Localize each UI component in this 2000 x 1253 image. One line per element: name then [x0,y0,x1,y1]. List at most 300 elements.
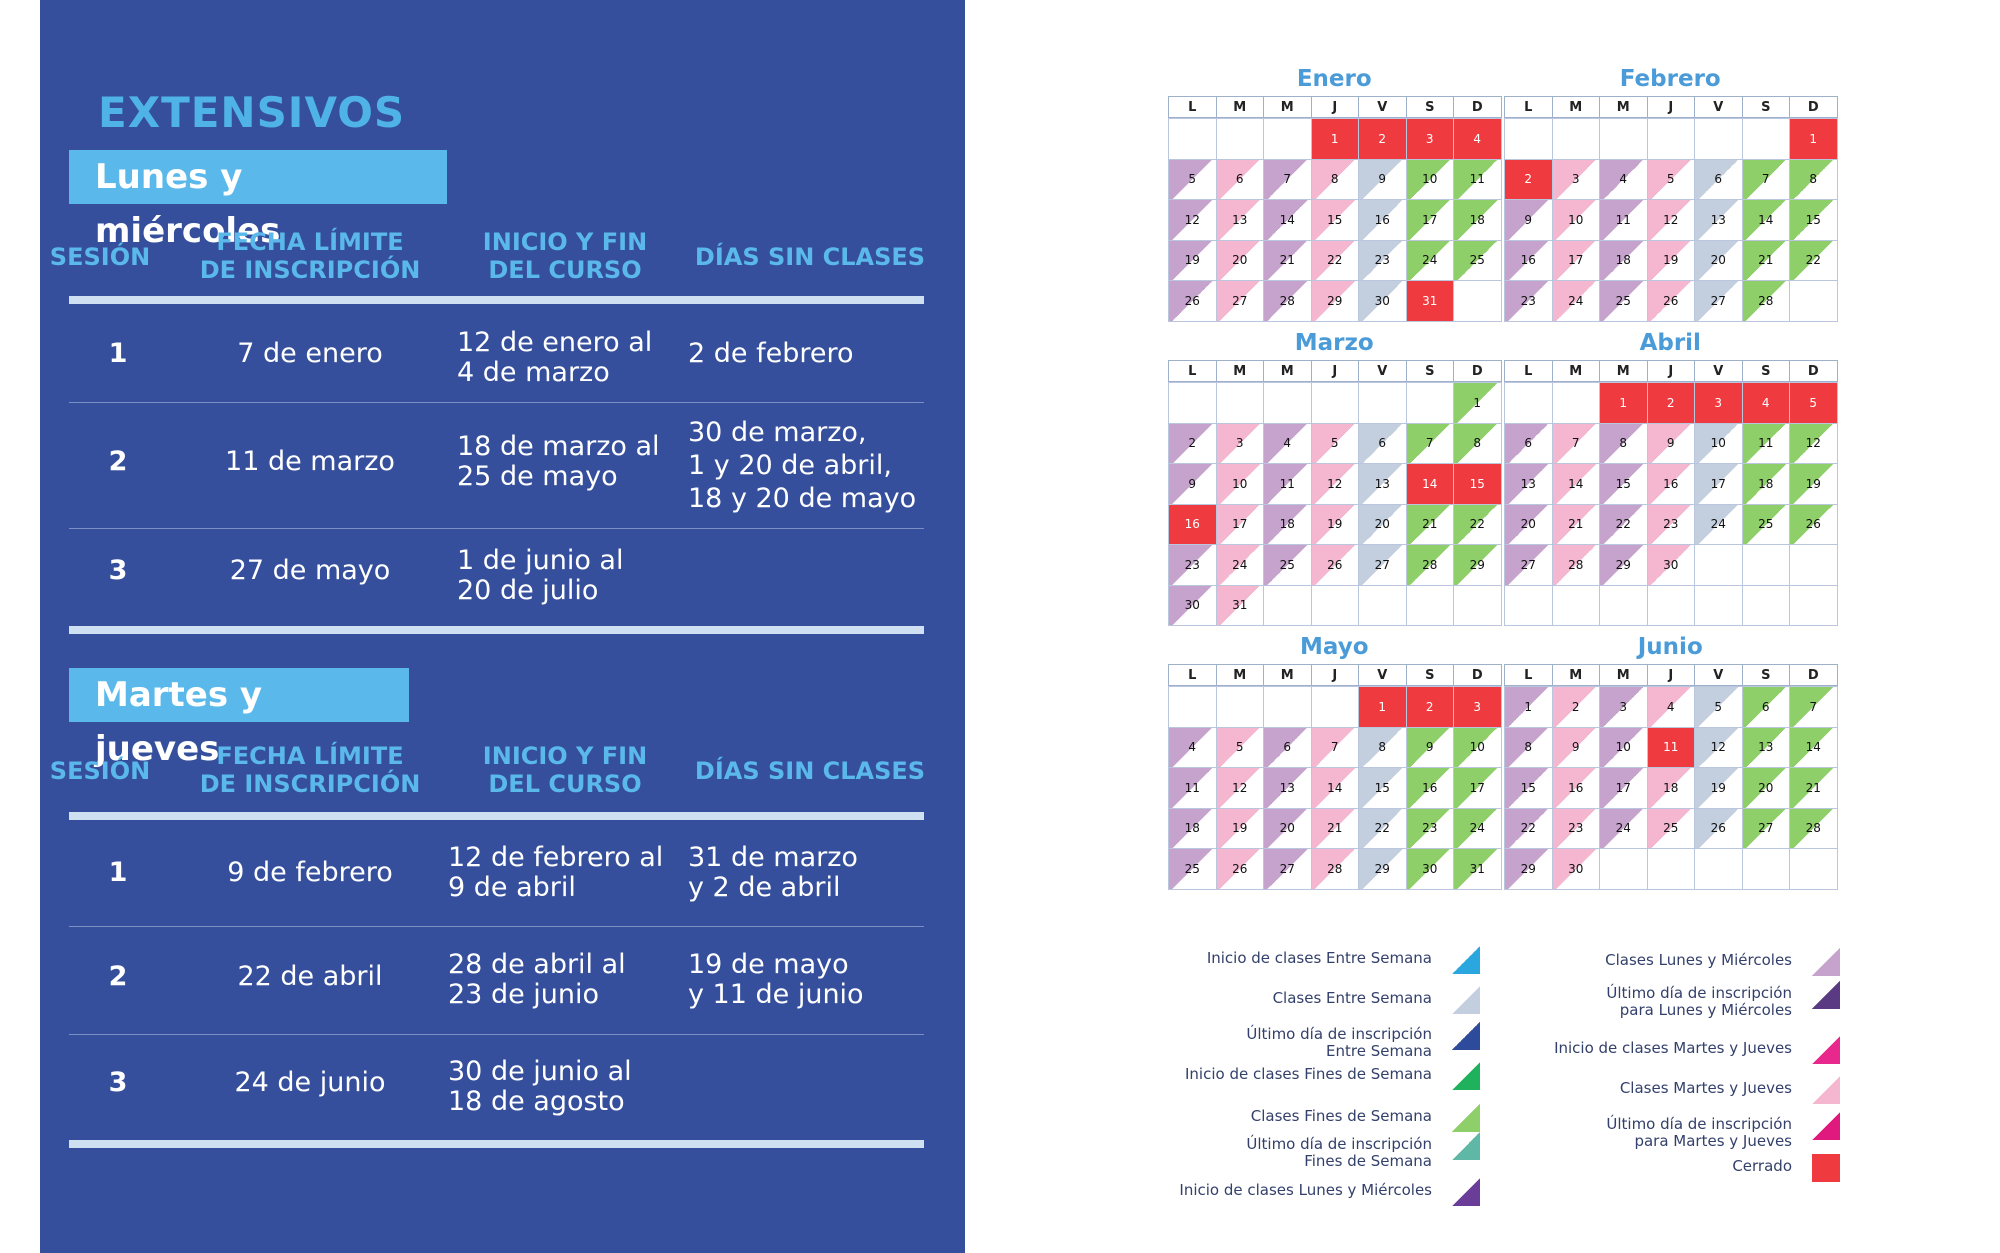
day-cell [1599,544,1648,586]
day-number: 7 [1330,740,1339,755]
day-number: 14 [1568,476,1584,491]
day-number: 20 [1710,253,1726,268]
day-number: 2 [1425,699,1434,714]
day-cell [1694,463,1743,505]
day-cell [1599,118,1648,160]
day-cell [1453,808,1502,850]
legend-label: Inicio de clases Lunes y Miércoles [1179,1181,1432,1199]
weekday-header: S [1406,96,1455,118]
day-number: 19 [1327,517,1343,532]
day-number: 8 [1809,172,1818,187]
day-cell [1694,808,1743,850]
day-number: 29 [1327,293,1343,308]
day-cell [1789,280,1838,322]
day-number: 27 [1710,293,1726,308]
day-number: 4 [1619,172,1628,187]
day-number: 14 [1422,476,1438,491]
weekday-header: V [1694,664,1743,686]
day-number: 15 [1520,780,1536,795]
weekday-header: S [1742,360,1791,382]
day-cell [1694,423,1743,465]
weekday-header: D [1789,360,1838,382]
legend-swatch-icon [1452,1104,1480,1132]
day-cell [1789,423,1838,465]
legend-label: Último día de inscripción para Martes y Jueves [1606,1115,1792,1150]
day-cell [1168,280,1217,322]
day-cell [1311,240,1360,282]
day-number: 23 [1374,253,1390,268]
month-name: Febrero [1619,66,1721,92]
header-sesion: SESIÓN [49,757,151,785]
day-number: 10 [1422,172,1438,187]
day-cell [1552,240,1601,282]
weekday-header: S [1742,96,1791,118]
day-number: 24 [1232,557,1248,572]
legend-label: Inicio de clases Martes y Jueves [1554,1039,1792,1057]
day-cell [1311,544,1360,586]
day-number: 16 [1520,253,1536,268]
day-number: 12 [1663,212,1679,227]
day-number: 13 [1710,212,1726,227]
day-number: 11 [1469,172,1485,187]
day-cell [1647,423,1696,465]
day-cell [1406,544,1455,586]
day-cell [1168,544,1217,586]
weekday-header: D [1789,664,1838,686]
day-number: 21 [1327,821,1343,836]
day-number: 28 [1805,821,1821,836]
day-cell [1504,463,1553,505]
day-cell [1742,727,1791,769]
day-number: 23 [1663,517,1679,532]
day-number: 2 [1188,436,1197,451]
day-number: 29 [1469,557,1485,572]
day-number: 18 [1615,253,1631,268]
day-number: 30 [1663,557,1679,572]
day-number: 5 [1809,395,1818,410]
day-cell [1406,585,1455,627]
day-number: 14 [1279,212,1295,227]
weekday-header: D [1453,360,1502,382]
day-number: 9 [1425,740,1434,755]
weekday-header: M [1552,360,1601,382]
sesion-number: 2 [108,961,128,992]
day-number: 21 [1758,253,1774,268]
sesion-number: 3 [108,1067,128,1098]
row-divider [69,1034,924,1035]
day-cell [1552,727,1601,769]
day-number: 3 [1473,699,1482,714]
day-cell [1358,727,1407,769]
legend-swatch-icon [1452,1022,1480,1050]
day-cell [1789,240,1838,282]
weekday-header: M [1216,96,1265,118]
legend-swatch-icon [1452,1062,1480,1090]
calendar [1168,66,1840,898]
day-number: 15 [1327,212,1343,227]
day-number: 9 [1378,172,1387,187]
day-cell [1453,504,1502,546]
fecha-limite: 7 de enero [237,338,383,369]
day-number: 17 [1422,212,1438,227]
day-cell [1216,585,1265,627]
fecha-limite: 24 de junio [234,1067,386,1098]
weekday-header: V [1358,96,1407,118]
day-number: 26 [1710,821,1726,836]
day-cell [1406,159,1455,201]
day-number: 28 [1327,861,1343,876]
day-cell [1647,118,1696,160]
day-cell [1216,686,1265,728]
day-number: 14 [1805,740,1821,755]
header-inicio: INICIO Y FIN DEL CURSO [482,228,648,284]
day-number: 12 [1805,436,1821,451]
legend-label: Cerrado [1732,1157,1792,1175]
day-number: 7 [1425,436,1434,451]
day-number: 16 [1663,476,1679,491]
day-number: 9 [1571,740,1580,755]
day-cell [1599,280,1648,322]
day-number: 13 [1374,476,1390,491]
day-number: 12 [1184,212,1200,227]
day-number: 7 [1761,172,1770,187]
legend-swatch-icon [1812,1036,1840,1064]
legend-label: Último día de inscripción para Lunes y Miércoles [1606,984,1792,1019]
day-cell [1168,504,1217,546]
day-number: 8 [1378,740,1387,755]
day-cell [1599,240,1648,282]
day-cell [1694,199,1743,241]
day-cell [1216,463,1265,505]
day-number: 16 [1374,212,1390,227]
day-cell [1552,686,1601,728]
day-number: 8 [1330,172,1339,187]
day-number: 11 [1615,212,1631,227]
day-number: 3 [1619,699,1628,714]
day-cell [1599,159,1648,201]
day-cell [1263,240,1312,282]
day-number: 7 [1571,436,1580,451]
day-cell [1599,504,1648,546]
day-cell [1263,199,1312,241]
day-number: 14 [1758,212,1774,227]
day-cell [1504,767,1553,809]
day-cell [1453,848,1502,890]
day-cell [1453,240,1502,282]
legend-swatch-icon [1812,1112,1840,1140]
day-cell [1263,159,1312,201]
day-number: 3 [1571,172,1580,187]
day-cell [1358,767,1407,809]
day-cell [1599,463,1648,505]
day-cell [1552,199,1601,241]
sesion-number: 1 [108,857,128,888]
header-fecha: FECHA LÍMITE DE INSCRIPCIÓN [199,228,421,284]
day-cell [1694,280,1743,322]
weekday-header: M [1216,664,1265,686]
day-cell [1358,808,1407,850]
day-number: 5 [1330,436,1339,451]
day-cell [1504,280,1553,322]
day-cell [1742,808,1791,850]
day-cell [1694,848,1743,890]
day-cell [1789,848,1838,890]
day-number: 22 [1469,517,1485,532]
day-number: 30 [1184,598,1200,613]
day-number: 9 [1524,212,1533,227]
day-number: 15 [1805,212,1821,227]
day-number: 30 [1568,861,1584,876]
day-number: 2 [1524,172,1533,187]
day-number: 26 [1663,293,1679,308]
day-number: 13 [1279,780,1295,795]
dias-sin-clases: 19 de mayo y 11 de junio [688,949,864,1010]
day-number: 29 [1615,557,1631,572]
day-number: 20 [1758,780,1774,795]
day-cell [1168,686,1217,728]
legend-label: Clases Lunes y Miércoles [1605,951,1792,969]
day-number: 28 [1758,293,1774,308]
day-cell [1216,118,1265,160]
day-number: 2 [1571,699,1580,714]
day-number: 5 [1188,172,1197,187]
day-number: 1 [1473,395,1482,410]
day-cell [1216,544,1265,586]
legend-swatch-icon [1452,1132,1480,1160]
day-cell [1647,280,1696,322]
day-cell [1552,118,1601,160]
day-cell [1647,159,1696,201]
day-number: 31 [1422,293,1438,308]
day-number: 5 [1714,699,1723,714]
day-cell [1599,686,1648,728]
day-cell [1263,848,1312,890]
day-number: 11 [1663,740,1679,755]
day-number: 15 [1469,476,1485,491]
day-cell [1453,199,1502,241]
day-number: 17 [1469,780,1485,795]
day-cell [1647,463,1696,505]
day-cell [1789,808,1838,850]
day-number: 28 [1422,557,1438,572]
day-cell [1311,199,1360,241]
day-cell [1263,808,1312,850]
weekday-header: M [1216,360,1265,382]
day-number: 9 [1188,476,1197,491]
day-number: 28 [1279,293,1295,308]
day-cell [1406,808,1455,850]
day-cell [1694,727,1743,769]
day-number: 17 [1568,253,1584,268]
day-cell [1504,848,1553,890]
day-number: 11 [1279,476,1295,491]
day-cell [1742,423,1791,465]
day-cell [1311,423,1360,465]
day-number: 25 [1615,293,1631,308]
day-cell [1647,686,1696,728]
day-number: 17 [1615,780,1631,795]
day-number: 27 [1279,861,1295,876]
legend-swatch-icon [1452,1178,1480,1206]
day-cell [1552,382,1601,424]
day-cell [1168,423,1217,465]
legend-swatch-icon [1812,981,1840,1009]
day-cell [1168,463,1217,505]
day-cell [1742,463,1791,505]
legend-label: Inicio de clases Fines de Semana [1184,1065,1432,1083]
day-number: 27 [1232,293,1248,308]
day-number: 26 [1232,861,1248,876]
day-cell [1742,544,1791,586]
day-number: 21 [1568,517,1584,532]
day-number: 24 [1422,253,1438,268]
day-number: 13 [1232,212,1248,227]
day-cell [1216,767,1265,809]
inicio-fin: 18 de marzo al 25 de mayo [457,431,660,492]
day-cell [1647,199,1696,241]
weekday-header: L [1168,664,1217,686]
day-number: 1 [1619,395,1628,410]
day-number: 25 [1184,861,1200,876]
day-number: 14 [1327,780,1343,795]
day-cell [1504,118,1553,160]
weekday-header: L [1504,96,1553,118]
day-cell [1263,727,1312,769]
weekday-header: V [1694,360,1743,382]
legend-swatch-icon [1812,1154,1840,1182]
fecha-limite: 11 de marzo [225,446,395,477]
day-cell [1789,199,1838,241]
day-number: 4 [1473,131,1482,146]
day-number: 8 [1524,740,1533,755]
day-number: 29 [1520,861,1536,876]
day-cell [1263,423,1312,465]
day-number: 18 [1279,517,1295,532]
day-cell [1599,585,1648,627]
day-number: 17 [1232,517,1248,532]
day-number: 21 [1279,253,1295,268]
day-cell [1358,240,1407,282]
day-cell [1406,686,1455,728]
day-number: 2 [1378,131,1387,146]
day-number: 5 [1235,740,1244,755]
day-number: 11 [1758,436,1774,451]
day-cell [1504,727,1553,769]
fecha-limite: 9 de febrero [227,857,393,888]
weekday-header: M [1552,96,1601,118]
day-cell [1406,767,1455,809]
day-number: 4 [1666,699,1675,714]
day-number: 9 [1666,436,1675,451]
day-number: 6 [1283,740,1292,755]
weekday-header: J [1647,96,1696,118]
day-number: 31 [1469,861,1485,876]
day-cell [1504,808,1553,850]
day-number: 10 [1615,740,1631,755]
day-cell [1406,504,1455,546]
day-number: 22 [1520,821,1536,836]
weekday-header: L [1168,360,1217,382]
weekday-header: V [1358,360,1407,382]
day-number: 24 [1469,821,1485,836]
day-cell [1789,504,1838,546]
day-cell [1263,118,1312,160]
day-cell [1789,686,1838,728]
day-number: 27 [1758,821,1774,836]
day-number: 10 [1710,436,1726,451]
day-cell [1311,463,1360,505]
day-cell [1263,382,1312,424]
day-cell [1504,240,1553,282]
day-number: 16 [1422,780,1438,795]
weekday-header: V [1694,96,1743,118]
legend-swatch-icon [1452,946,1480,974]
day-cell [1453,159,1502,201]
month-name: Abril [1639,330,1701,356]
day-cell [1552,504,1601,546]
day-cell [1504,504,1553,546]
day-cell [1742,585,1791,627]
header-fecha: FECHA LÍMITE DE INSCRIPCIÓN [199,742,421,798]
day-number: 26 [1327,557,1343,572]
weekday-header: D [1789,96,1838,118]
inicio-fin: 1 de junio al 20 de julio [457,545,624,606]
day-cell [1504,686,1553,728]
day-cell [1647,382,1696,424]
day-cell [1358,585,1407,627]
day-number: 4 [1761,395,1770,410]
day-number: 31 [1232,598,1248,613]
day-number: 6 [1235,172,1244,187]
header-dias: DÍAS SIN CLASES [694,243,926,271]
legend-label: Clases Entre Semana [1272,989,1432,1007]
day-cell [1311,686,1360,728]
day-cell [1552,808,1601,850]
day-cell [1263,767,1312,809]
day-cell [1742,118,1791,160]
month-name: Enero [1296,66,1372,92]
day-number: 20 [1279,821,1295,836]
day-cell [1311,767,1360,809]
day-cell [1599,423,1648,465]
day-number: 16 [1184,517,1200,532]
day-cell [1358,118,1407,160]
day-cell [1694,544,1743,586]
day-cell [1168,727,1217,769]
courses-panel [40,0,965,1253]
day-cell [1216,808,1265,850]
day-number: 22 [1327,253,1343,268]
day-cell [1789,118,1838,160]
day-cell [1311,848,1360,890]
day-cell [1742,686,1791,728]
day-cell [1742,382,1791,424]
row-divider [69,926,924,927]
day-cell [1311,118,1360,160]
weekday-header: J [1311,360,1360,382]
day-cell [1168,808,1217,850]
day-cell [1453,463,1502,505]
day-cell [1504,382,1553,424]
inicio-fin: 12 de enero al 4 de marzo [457,327,653,388]
day-number: 23 [1184,557,1200,572]
day-cell [1358,686,1407,728]
day-number: 1 [1378,699,1387,714]
day-cell [1216,280,1265,322]
day-cell [1358,544,1407,586]
day-cell [1453,585,1502,627]
day-cell [1694,240,1743,282]
